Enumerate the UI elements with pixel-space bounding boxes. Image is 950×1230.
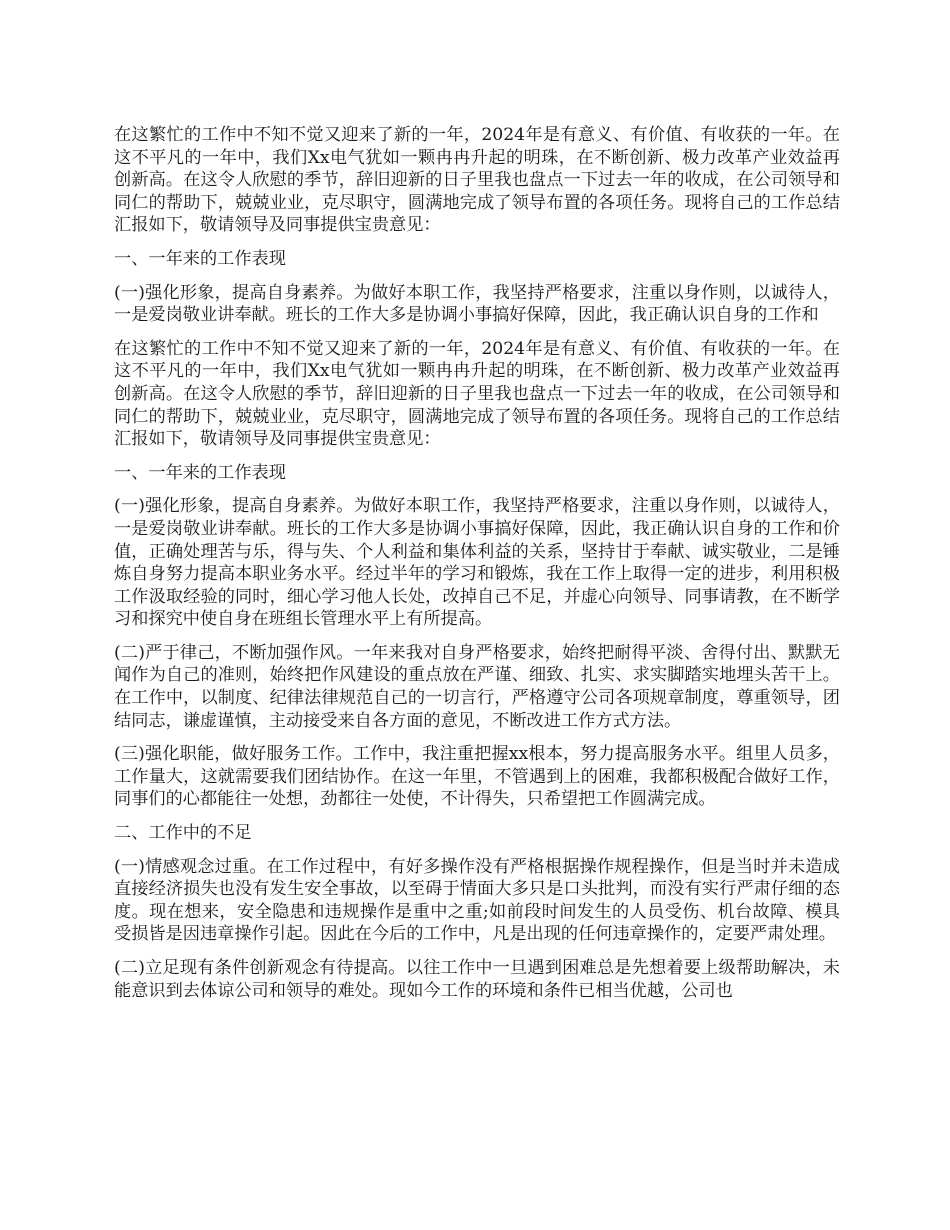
body-paragraph: (一)强化形象，提高自身素养。为做好本职工作，我坚持严格要求，注重以身作则，以诚待人，一是爱岗敬业讲奉献。班长的工作大多是协调小事搞好保障，因此，我正确认识自身的工作和 bbox=[114, 282, 840, 326]
section-heading: 一、一年来的工作表现 bbox=[114, 248, 286, 269]
section-heading: 二、工作中的不足 bbox=[114, 823, 252, 844]
body-paragraph: (三)强化职能，做好服务工作。工作中，我注重把握xx根本，努力提高服务水平。组里人员多，工作量大，这就需要我们团结协作。在这一年里，不管遇到上的困难，我都积极配合做好工作，同事们的心都能往一处想，劲都往一处使，不计得失，只希望把工作圆满完成。 bbox=[114, 744, 840, 810]
body-paragraph: (二)严于律己，不断加强作风。一年来我对自身严格要求，始终把耐得平淡、舍得付出、默默无闻作为自己的准则，始终把作风建设的重点放在严谨、细致、扎实、求实脚踏实地埋头苦干上。在工作中，以制度、纪律法律规范自己的一切言行，严格遵守公司各项规章制度，尊重领导，团结同志，谦虚谨慎，主动接受来自各方面的意见，不断改进工作方式方法。 bbox=[114, 642, 840, 731]
body-paragraph: (二)立足现有条件创新观念有待提高。以往工作中一旦遇到困难总是先想着要上级帮助解决，未能意识到去体谅公司和领导的难处。现如今工作的环境和条件已相当优越，公司也 bbox=[114, 958, 840, 1001]
intro-paragraph: 在这繁忙的工作中不知不觉又迎来了新的一年，2024年是有意义、有价值、有收获的一年。在这不平凡的一年中，我们Xx电气犹如一颗冉冉升起的明珠，在不断创新、极力改革产业效益再创新高。在这令人欣慰的季节，辞旧迎新的日子里我也盘点一下过去一年的收成，在公司领导和同仁的帮助下，兢兢业业，克尽职守，圆满地完成了领导布置的各项任务。现将自己的工作总结汇报如下，敬请领导及同事提供宝贵意见： bbox=[114, 125, 840, 236]
intro-paragraph: 在这繁忙的工作中不知不觉又迎来了新的一年，2024年是有意义、有价值、有收获的一年。在这不平凡的一年中，我们Xx电气犹如一颗冉冉升起的明珠，在不断创新、极力改革产业效益再创新高。在这令人欣慰的季节，辞旧迎新的日子里我也盘点一下过去一年的收成，在公司领导和同仁的帮助下，兢兢业业，克尽职守，圆满地完成了领导布置的各项任务。现将自己的工作总结汇报如下，敬请领导及同事提供宝贵意见： bbox=[114, 338, 840, 450]
section-heading: 一、一年来的工作表现 bbox=[114, 462, 286, 483]
body-paragraph: (一)强化形象，提高自身素养。为做好本职工作，我坚持严格要求，注重以身作则，以诚待人，一是爱岗敬业讲奉献。班长的工作大多是协调小事搞好保障，因此，我正确认识自身的工作和价值，正确处理苦与乐，得与失、个人利益和集体利益的关系，坚持甘于奉献、诚实敬业，二是锤炼自身努力提高本职业务水平。经过半年的学习和锻炼，我在工作上取得一定的进步，利用积极工作汲取经验的同时，细心学习他人长处，改掉自己不足，并虚心向领导、同事请教，在不断学习和探究中使自身在班组长管理水平上有所提高。 bbox=[114, 496, 840, 630]
document-page bbox=[114, 124, 840, 1013]
body-paragraph: (一)情感观念过重。在工作过程中，有好多操作没有严格根据操作规程操作，但是当时并未造成直接经济损失也没有发生安全事故，以至碍于情面大多只是口头批判，而没有实行严肃仔细的态度。现在想来，安全隐患和违规操作是重中之重;如前段时间发生的人员受伤、机台故障、模具受损皆是因违章操作引起。因此在今后的工作中，凡是出现的任何违章操作的，定要严肃处理。 bbox=[114, 856, 840, 945]
